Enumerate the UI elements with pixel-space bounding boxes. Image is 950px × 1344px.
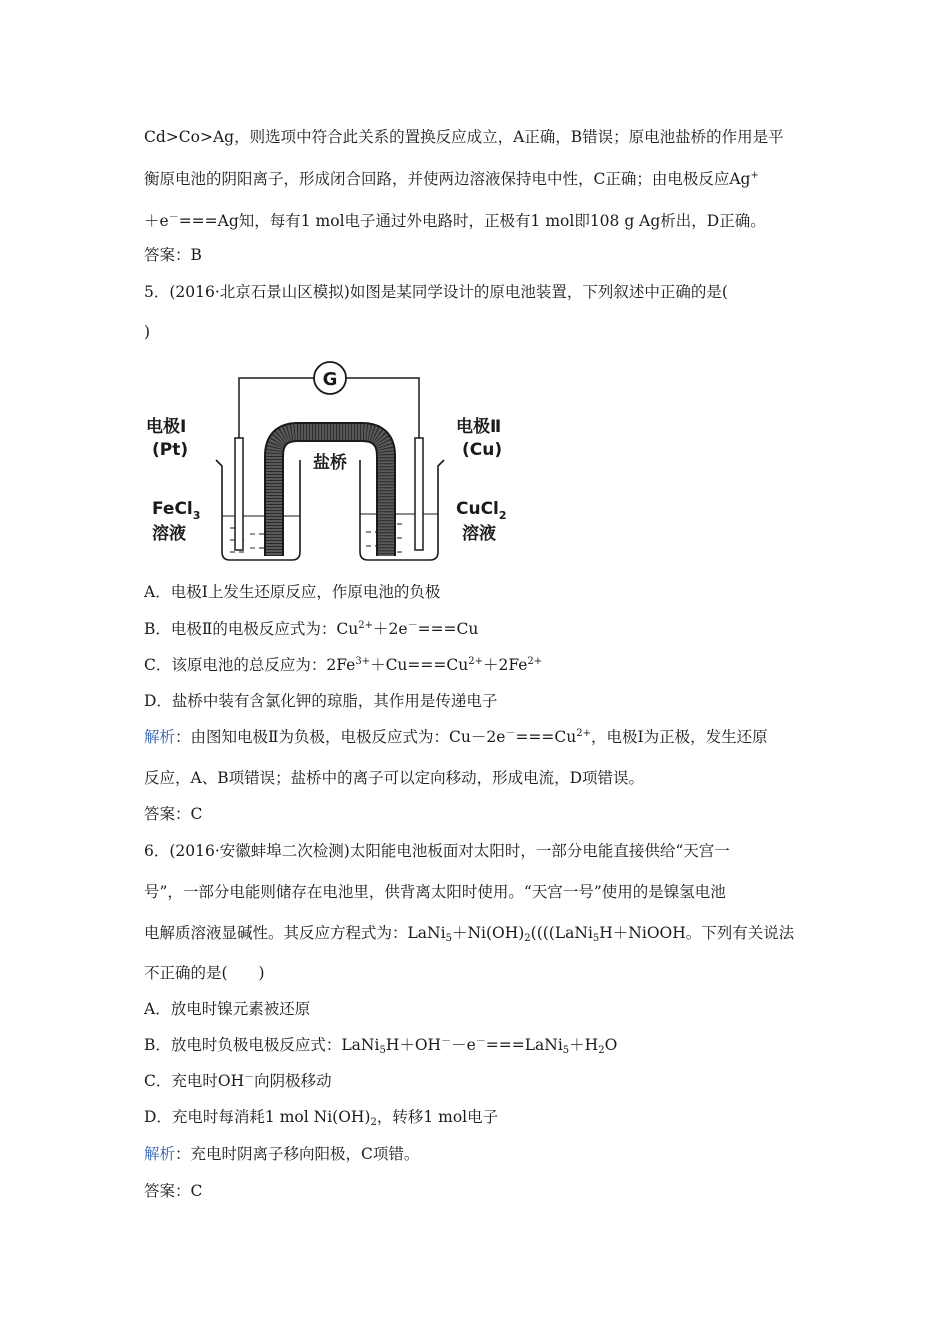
right-solution-label: CuCl$_2$ xyxy=(456,499,507,522)
q6-option-c: C．充电时OH－向阴极移动 xyxy=(144,1072,332,1090)
electrode-1-material: (Pt) xyxy=(152,440,189,460)
q4-analysis-line-1: Cd>Co>Ag，则选项中符合此关系的置换反应成立，A正确，B错误；原电池盐桥的作用是平 xyxy=(144,128,784,146)
q5-option-d: D．盐桥中装有含氯化钾的琼脂，其作用是传递电子 xyxy=(144,692,498,710)
galvanic-cell-diagram xyxy=(144,356,524,566)
q5-analysis-line-1: 解析：由图知电极Ⅱ为负极，电极反应式为：$Cu-2e^-===Cu^{2+}$，电极Ⅰ为正极，发生还原 xyxy=(144,728,768,746)
q6-analysis: 解析：充电时阴离子移向阳极，C项错。 xyxy=(144,1145,420,1163)
analysis-label: 解析 xyxy=(144,1145,176,1163)
q5-answer: 答案：C xyxy=(144,805,203,823)
galvanometer-label: G xyxy=(322,369,338,390)
q6-stem-line-3: 电解质溶液显碱性。其反应方程式为：$LaNi_5+Ni(OH)_2((((LaNi_5H+NiOOH$。下列有关说法 xyxy=(144,924,795,944)
q5-option-c: C．该原电池的总反应为：$2Fe^{3+}+Cu===Cu^{2+}+2Fe^{2+}$ xyxy=(144,656,543,674)
q6-stem-line-1: 6．(2016·安徽蚌埠二次检测)太阳能电池板面对太阳时，一部分电能直接供给“天宫一 xyxy=(144,842,730,860)
q6-option-d: D．充电时每消耗1 mol $Ni(OH)_2$，转移1 mol电子 xyxy=(144,1108,499,1128)
salt-bridge xyxy=(274,432,386,556)
electrode-2-cu xyxy=(415,438,423,550)
q5-option-b: B．电极Ⅱ的电极反应式为：$Cu^{2+}+2e^-===Cu$ xyxy=(144,620,479,638)
right-solution-word: 溶液 xyxy=(462,524,496,544)
left-solution-label: FeCl$_3$ xyxy=(152,499,201,522)
electrode-2-material: (Cu) xyxy=(462,440,503,460)
salt-bridge-label: 盐桥 xyxy=(313,453,347,473)
q5-analysis-line-2: 反应，A、B项错误；盐桥中的离子可以定向移动，形成电流，D项错误。 xyxy=(144,769,645,787)
q4-analysis-line-3: ＋e－===Ag知，每有1 mol电子通过外电路时，正极有1 mol即108 g Ag析出，D正确。 xyxy=(144,212,766,230)
q5-stem-line-2: ) xyxy=(144,323,151,341)
q6-answer: 答案：C xyxy=(144,1182,203,1200)
left-solution-word: 溶液 xyxy=(152,524,186,544)
q4-analysis-line-2: 衡原电池的阴阳离子，形成闭合回路，并使两边溶液保持电中性，C正确；由电极反应Ag+ xyxy=(144,170,759,188)
right-beaker xyxy=(360,460,444,560)
q4-answer: 答案：B xyxy=(144,246,202,264)
electrode-2-label: 电极Ⅱ xyxy=(456,417,502,437)
q6-stem-line-2: 号”，一部分电能则储存在电池里，供背离太阳时使用。“天宫一号”使用的是镍氢电池 xyxy=(144,883,726,901)
left-beaker xyxy=(216,460,300,560)
q6-stem-line-4: 不正确的是( ) xyxy=(144,964,265,982)
electrode-1-label: 电极Ⅰ xyxy=(146,417,187,437)
q5-stem-line-1: 5．(2016·北京石景山区模拟)如图是某同学设计的原电池装置，下列叙述中正确的是( xyxy=(144,283,728,301)
q5-option-a: A．电极Ⅰ上发生还原反应，作原电池的负极 xyxy=(144,583,441,601)
q6-option-b: B．放电时负极电极反应式：$LaNi_5H+OH^--e^-===LaNi_5+H_2O$ xyxy=(144,1036,618,1056)
q6-option-a: A．放电时镍元素被还原 xyxy=(144,1000,311,1018)
electrode-1-pt xyxy=(235,438,243,550)
analysis-label: 解析 xyxy=(144,728,176,746)
